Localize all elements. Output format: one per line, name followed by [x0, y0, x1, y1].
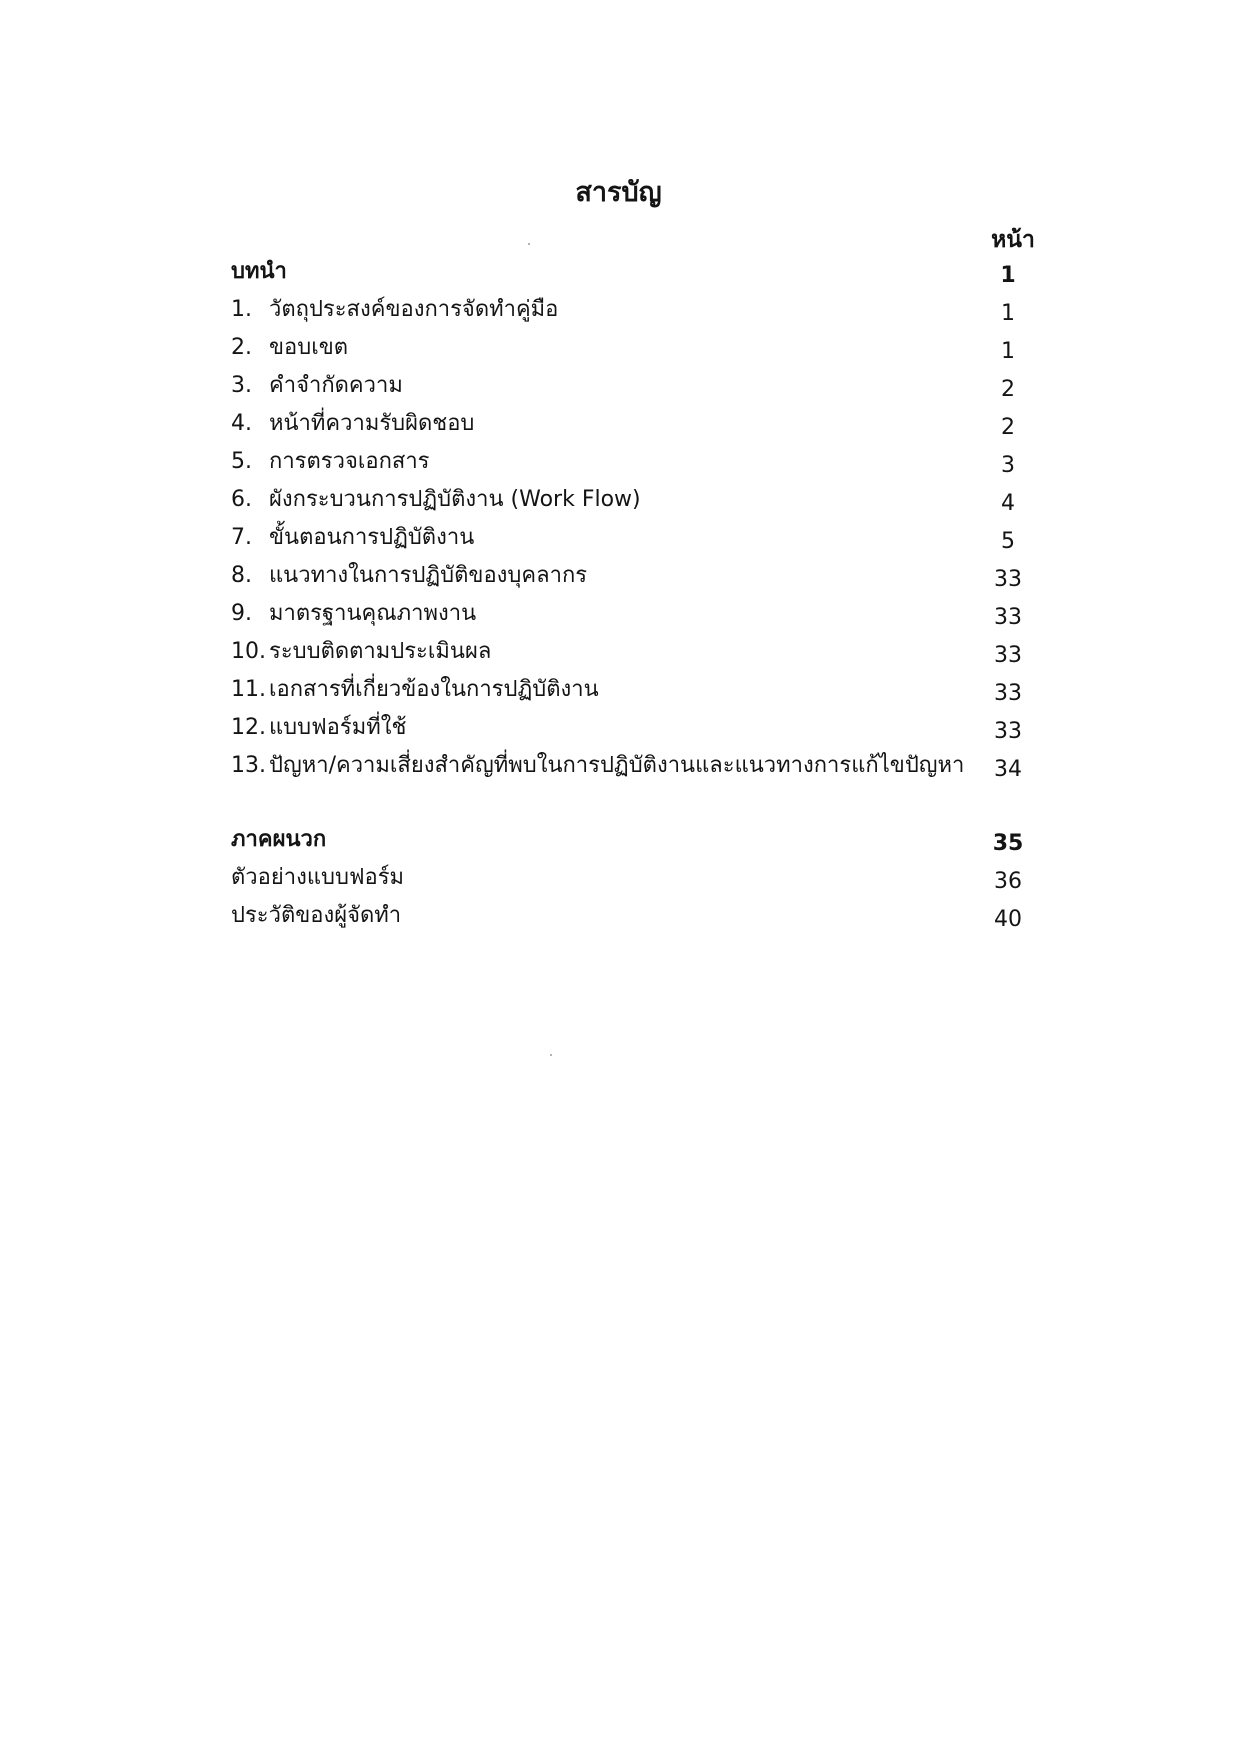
toc-appendix-label: ตัวอย่างแบบฟอร์ม — [231, 865, 405, 890]
toc-heading-label: บทนำ — [231, 259, 287, 284]
toc-item-page: 33 — [994, 605, 1022, 630]
toc-item-number: 2. — [231, 335, 252, 360]
toc-item-text: เอกสารที่เกี่ยวข้องในการปฏิบัติงาน — [269, 677, 599, 702]
toc-item-number: 9. — [231, 601, 252, 626]
toc-item — [231, 595, 1039, 633]
toc-item-page: 33 — [994, 719, 1022, 744]
toc-item-text: คำจำกัดความ — [269, 373, 403, 398]
toc-appendix-item — [231, 859, 1039, 897]
toc-item-text: ผังกระบวนการปฏิบัติงาน (Work Flow) — [269, 487, 641, 512]
toc-item-number: 5. — [231, 449, 252, 474]
toc-item-label — [231, 481, 641, 519]
toc-item-text: แนวทางในการปฏิบัติของบุคลากร — [269, 563, 588, 588]
toc-appendix-label: ประวัติของผู้จัดทำ — [231, 903, 402, 928]
toc-item-label — [231, 671, 599, 709]
scan-speck — [528, 243, 530, 245]
toc-item-text: ขั้นตอนการปฏิบัติงาน — [269, 525, 475, 550]
toc-item-page: 2 — [1001, 377, 1015, 402]
toc-appendix-page: 35 — [992, 831, 1024, 856]
toc-item — [231, 633, 1039, 671]
toc-item — [231, 557, 1039, 595]
toc-item — [231, 405, 1039, 443]
toc-item-number: 10. — [231, 639, 266, 664]
toc-item — [231, 329, 1039, 367]
toc-item — [231, 709, 1039, 747]
toc-appendix-page: 36 — [994, 869, 1022, 894]
toc-item-page: 5 — [1001, 529, 1015, 554]
toc-item-page: 3 — [1001, 453, 1015, 478]
toc-item-number: 7. — [231, 525, 252, 550]
toc-item-text: หน้าที่ความรับผิดชอบ — [269, 411, 475, 436]
toc-item-number: 4. — [231, 411, 252, 436]
toc-item-label — [231, 595, 476, 633]
section-spacer — [231, 785, 1039, 821]
toc-item-page: 33 — [994, 643, 1022, 668]
toc-item — [231, 481, 1039, 519]
scan-speck — [550, 1054, 552, 1056]
toc-item-text: ระบบติดตามประเมินผล — [269, 639, 492, 664]
toc-item-number: 6. — [231, 487, 252, 512]
toc-item-page: 33 — [994, 681, 1022, 706]
toc-item-label — [231, 443, 430, 481]
toc-item — [231, 519, 1039, 557]
toc-item — [231, 367, 1039, 405]
toc-item-text: วัตถุประสงค์ของการจัดทำคู่มือ — [269, 297, 559, 322]
toc-item-page: 33 — [994, 567, 1022, 592]
toc-item-number: 12. — [231, 715, 266, 740]
toc-appendix-item — [231, 897, 1039, 935]
toc-item-label — [231, 291, 558, 329]
toc-item-label — [231, 709, 406, 747]
table-of-contents — [231, 253, 1039, 935]
toc-item-page: 2 — [1001, 415, 1015, 440]
toc-item-text: การตรวจเอกสาร — [269, 449, 430, 474]
toc-item-number: 1. — [231, 297, 252, 322]
toc-item-label — [231, 329, 348, 367]
toc-item — [231, 443, 1039, 481]
toc-item — [231, 291, 1039, 329]
toc-appendix-label: ภาคผนวก — [231, 827, 327, 852]
toc-heading-page: 1 — [1000, 263, 1016, 288]
toc-appendix-page: 40 — [994, 907, 1022, 932]
toc-item-page: 1 — [1001, 339, 1015, 364]
toc-section-heading — [231, 253, 1039, 291]
toc-item-label — [231, 747, 964, 785]
toc-item-label — [231, 405, 474, 443]
toc-item-page: 1 — [1001, 301, 1015, 326]
toc-item — [231, 747, 1039, 785]
toc-item-number: 8. — [231, 563, 252, 588]
toc-item-number: 13. — [231, 753, 266, 778]
toc-item — [231, 671, 1039, 709]
page-column-header: หน้า — [991, 227, 1035, 253]
toc-item-page: 34 — [994, 757, 1022, 782]
toc-item-label — [231, 557, 587, 595]
toc-item-text: มาตรฐานคุณภาพงาน — [269, 601, 477, 626]
toc-item-text: แบบฟอร์มที่ใช้ — [269, 715, 407, 740]
toc-item-text: ปัญหา/ความเสี่ยงสำคัญที่พบในการปฏิบัติงานและแนวทางการแก้ไขปัญหา — [269, 753, 965, 778]
toc-item-page: 4 — [1001, 491, 1015, 516]
toc-item-text: ขอบเขต — [269, 335, 349, 360]
toc-item-label — [231, 633, 491, 671]
toc-item-number: 11. — [231, 677, 266, 702]
toc-appendix-heading — [231, 821, 1039, 859]
toc-item-label — [231, 519, 474, 557]
toc-item-number: 3. — [231, 373, 252, 398]
toc-item-label — [231, 367, 403, 405]
toc-title: สารบัญ — [575, 177, 662, 208]
